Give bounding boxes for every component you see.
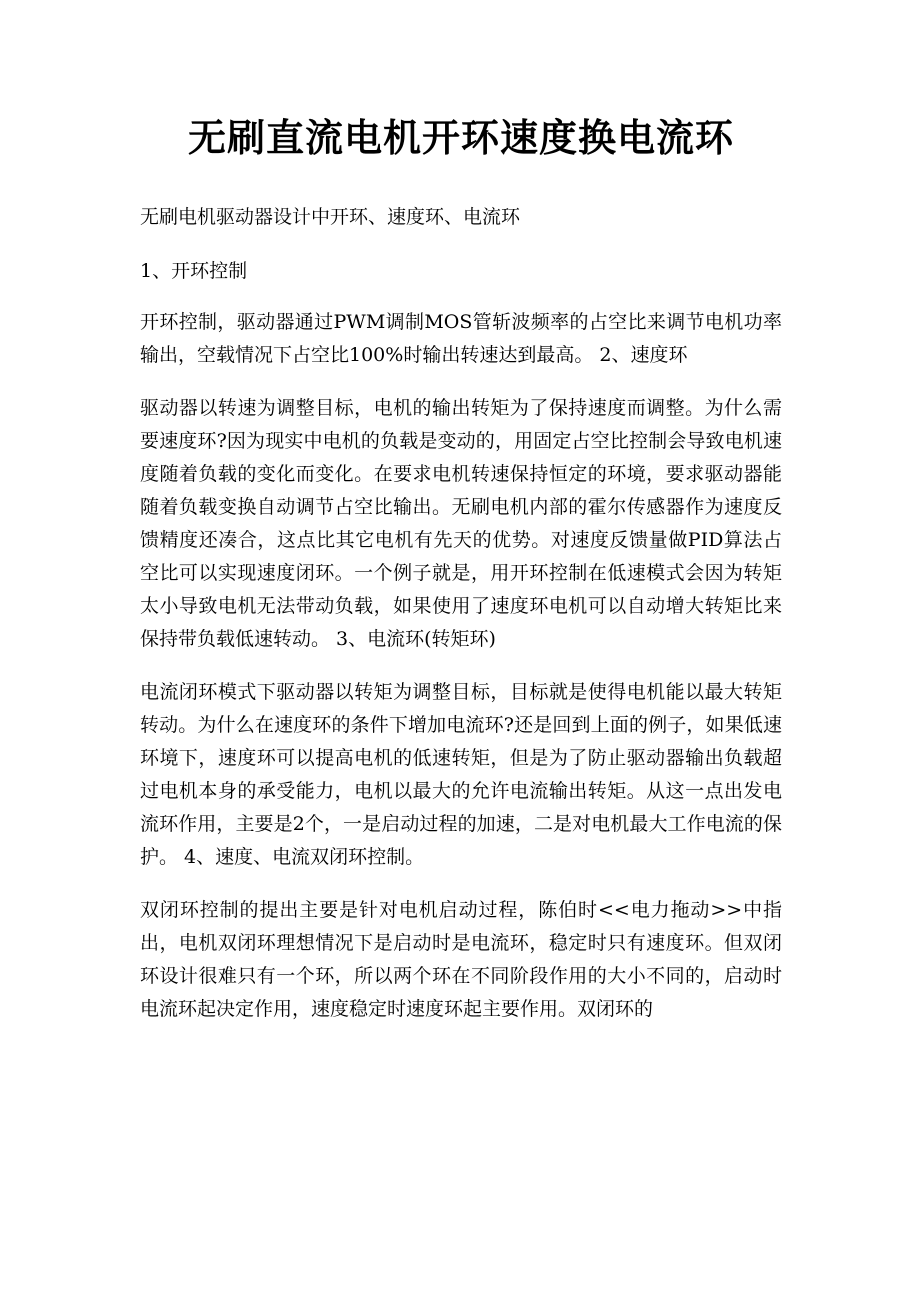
paragraph-open-loop: 开环控制，驱动器通过PWM调制MOS管斩波频率的占空比来调节电机功率输出，空载情况下占空比100%时输出转速达到最高。 2、速度环 <box>140 311 782 366</box>
paragraph-speed-loop: 驱动器以转速为调整目标，电机的输出转矩为了保持速度而调整。为什么需要速度环?因为现实中电机的负载是变动的，用固定占空比控制会导致电机速度随着负载的变化而变化。在要求电机转速保持恒定的环境，要求驱动器能随着负载变换自动调节占空比输出。无刷电机内部的霍尔传感器作为速度反馈精度还凑合，这点比其它电机有先天的优势。对速度反馈量做PID算法占空比可以实现速度闭环。一个例子就是，用开环控制在低速模式会因为转矩太小导致电机无法带动负载，如果使用了速度环电机可以自动增大转矩比来保持带负载低速转动。 3、电流环(转矩环) <box>140 397 782 650</box>
section-heading-open-loop: 1、开环控制 <box>140 260 248 282</box>
document-subtitle: 无刷电机驱动器设计中开环、速度环、电流环 <box>140 206 521 228</box>
paragraph-current-loop: 电流闭环模式下驱动器以转矩为调整目标，目标就是使得电机能以最大转矩转动。为什么在速度环的条件下增加电流环?还是回到上面的例子，如果低速环境下，速度环可以提高电机的低速转矩，但是为了防止驱动器输出负载超过电机本身的承受能力，电机以最大的允许电流输出转矩。从这一点出发电流环作用，主要是2个，一是启动过程的加速，二是对电机最大工作电流的保护。 4、速度、电流双闭环控制。 <box>140 681 782 868</box>
paragraph-dual-loop: 双闭环控制的提出主要是针对电机启动过程，陈伯时<<电力拖动>>中指出，电机双闭环理想情况下是启动时是电流环，稳定时只有速度环。但双闭环设计很难只有一个环，所以两个环在不同阶段作用的大小不同的，启动时电流环起决定作用，速度稳定时速度环起主要作用。双闭环的 <box>140 899 782 1020</box>
document-title: 无刷直流电机开环速度换电流环 <box>187 115 734 160</box>
